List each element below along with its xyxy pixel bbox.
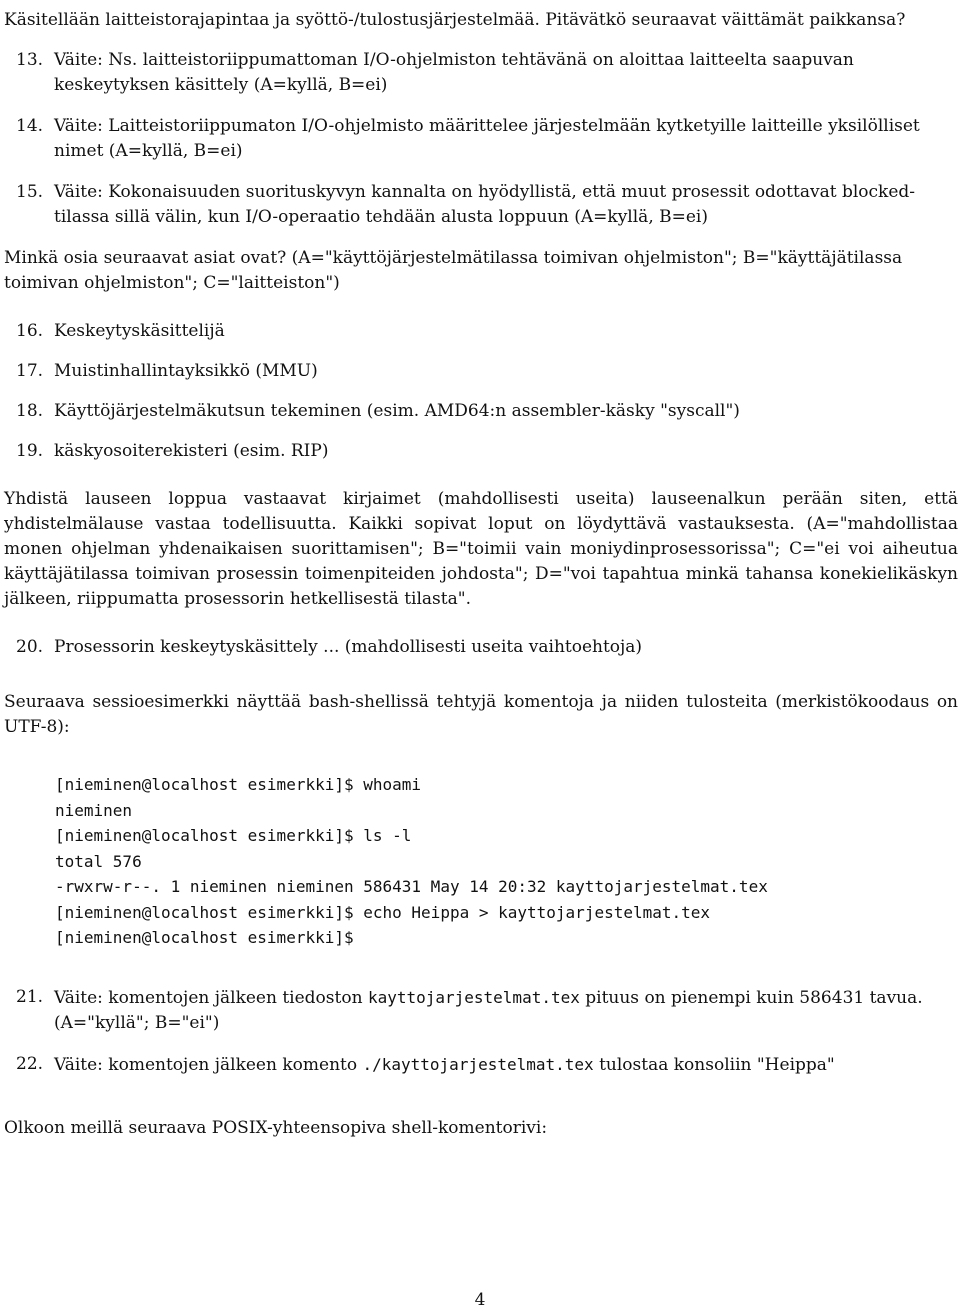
question-13 bbox=[4, 48, 958, 98]
question-text: Väite: Laitteistoriippumaton I/O-ohjelmisto määrittelee järjestelmään kytketyille laitteille yksilölliset nimet (A=kyllä, B=ei) bbox=[54, 116, 920, 161]
question-number: 16. bbox=[16, 321, 44, 341]
question-15 bbox=[4, 180, 958, 230]
question-text: Muistinhallintayksikkö (MMU) bbox=[54, 361, 318, 381]
closing-paragraph: Olkoon meillä seuraava POSIX-yhteensopiva shell-komentorivi: bbox=[4, 1117, 548, 1138]
terminal-session bbox=[4, 772, 958, 951]
question-number: 15. bbox=[16, 182, 44, 202]
question-14 bbox=[4, 114, 958, 164]
question-16 bbox=[4, 319, 958, 344]
question-text: Väite: Ns. laitteistoriippumattoman I/O-ohjelmiston tehtävänä on aloittaa laitteelta saapuvan keskeytyksen käsittely (A=kyllä, B=ei) bbox=[54, 50, 854, 95]
question-number: 19. bbox=[16, 441, 44, 461]
question-text-end: pituus on pienempi kuin 586431 tavua. (A="kyllä"; B="ei") bbox=[54, 987, 923, 1033]
parts-prompt: Minkä osia seuraavat asiat ovat? (A="käyttöjärjestelmätilassa toimivan ohjelmiston"; B="käyttäjätilassa toimivan ohjelmiston"; C="laitteiston") bbox=[4, 248, 903, 293]
question-text-start: Väite: komentojen jälkeen komento bbox=[54, 1054, 363, 1075]
question-text: Väite: Kokonaisuuden suorituskyvyn kannalta on hyödyllistä, että muut prosessit odottavat blocked-tilassa sillä välin, kun I/O-operaatio tehdään alusta loppuun (A=kyllä, B=ei) bbox=[54, 182, 916, 227]
question-text: Keskeytyskäsittelijä bbox=[54, 321, 225, 341]
terminal-line: [nieminen@localhost esimerkki]$ whoami bbox=[55, 775, 422, 794]
terminal-line: total 576 bbox=[55, 851, 142, 871]
question-22 bbox=[4, 1052, 958, 1078]
question-number: 18. bbox=[16, 401, 44, 421]
terminal-line: nieminen bbox=[55, 800, 133, 820]
page-number: 4 bbox=[474, 1290, 486, 1310]
question-20 bbox=[4, 635, 958, 660]
command-code: ./kayttojarjestelmat.tex bbox=[362, 1054, 594, 1074]
question-text-start: Väite: komentojen jälkeen tiedoston bbox=[54, 987, 368, 1008]
terminal-line: [nieminen@localhost esimerkki]$ ls -l bbox=[55, 826, 412, 845]
session-intro: Seuraava sessioesimerkki näyttää bash-shellissä tehtyjä komentoja ja niiden tulosteita (merkistökoodaus on UTF-8): bbox=[4, 692, 958, 737]
question-text: Käyttöjärjestelmäkutsun tekeminen (esim. AMD64:n assembler-käsky "syscall") bbox=[54, 401, 740, 421]
filename-code: kayttojarjestelmat.tex bbox=[367, 987, 580, 1007]
question-number: 21. bbox=[16, 986, 44, 1007]
question-number: 17. bbox=[16, 361, 44, 381]
question-text-end: tulostaa konsoliin "Heippa" bbox=[593, 1054, 835, 1075]
question-text: käskyosoiterekisteri (esim. RIP) bbox=[54, 441, 329, 461]
intro-paragraph: Käsitellään laitteistorajapintaa ja syöttö-/tulostusjärjestelmää. Pitävätkö seuraavat väittämät paikkansa? bbox=[4, 10, 906, 30]
combine-prompt: Yhdistä lauseen loppua vastaavat kirjaimet (mahdollisesti useita) lauseenalkun perään siten, että yhdistelmälause vastaa todellisuutta. Kaikki sopivat loput on löydyttävä vastauksesta. (A="mahdollistaa monen ohjelman yhdenaikaisen suorittamisen"; B="toimii vain moniydinprosessorissa"; C="ei voi aiheutua käyttäjätilassa toimivan prosessin toimenpiteiden johdosta"; D="voi tapahtua minkä tahansa konekielikäskyn jälkeen, riippumatta prosessorin hetkellisestä tilasta". bbox=[4, 489, 958, 609]
question-number: 14. bbox=[16, 116, 44, 136]
terminal-line: [nieminen@localhost esimerkki]$ bbox=[55, 928, 354, 947]
question-17 bbox=[4, 359, 958, 384]
question-number: 22. bbox=[16, 1053, 44, 1074]
question-number: 20. bbox=[16, 637, 44, 657]
document-page bbox=[4, 8, 958, 1141]
terminal-line: [nieminen@localhost esimerkki]$ echo Heippa > kayttojarjestelmat.tex bbox=[55, 902, 711, 922]
question-18 bbox=[4, 399, 958, 424]
question-number: 13. bbox=[16, 50, 44, 70]
question-text bbox=[54, 1052, 958, 1078]
question-text: Prosessorin keskeytyskäsittely ... (mahdollisesti useita vaihtoehtoja) bbox=[54, 637, 643, 657]
question-text bbox=[54, 985, 958, 1036]
question-21 bbox=[4, 985, 958, 1036]
terminal-line: -rwxrw-r--. 1 nieminen nieminen 586431 May 14 20:32 kayttojarjestelmat.tex bbox=[55, 877, 768, 896]
question-19 bbox=[4, 439, 958, 464]
